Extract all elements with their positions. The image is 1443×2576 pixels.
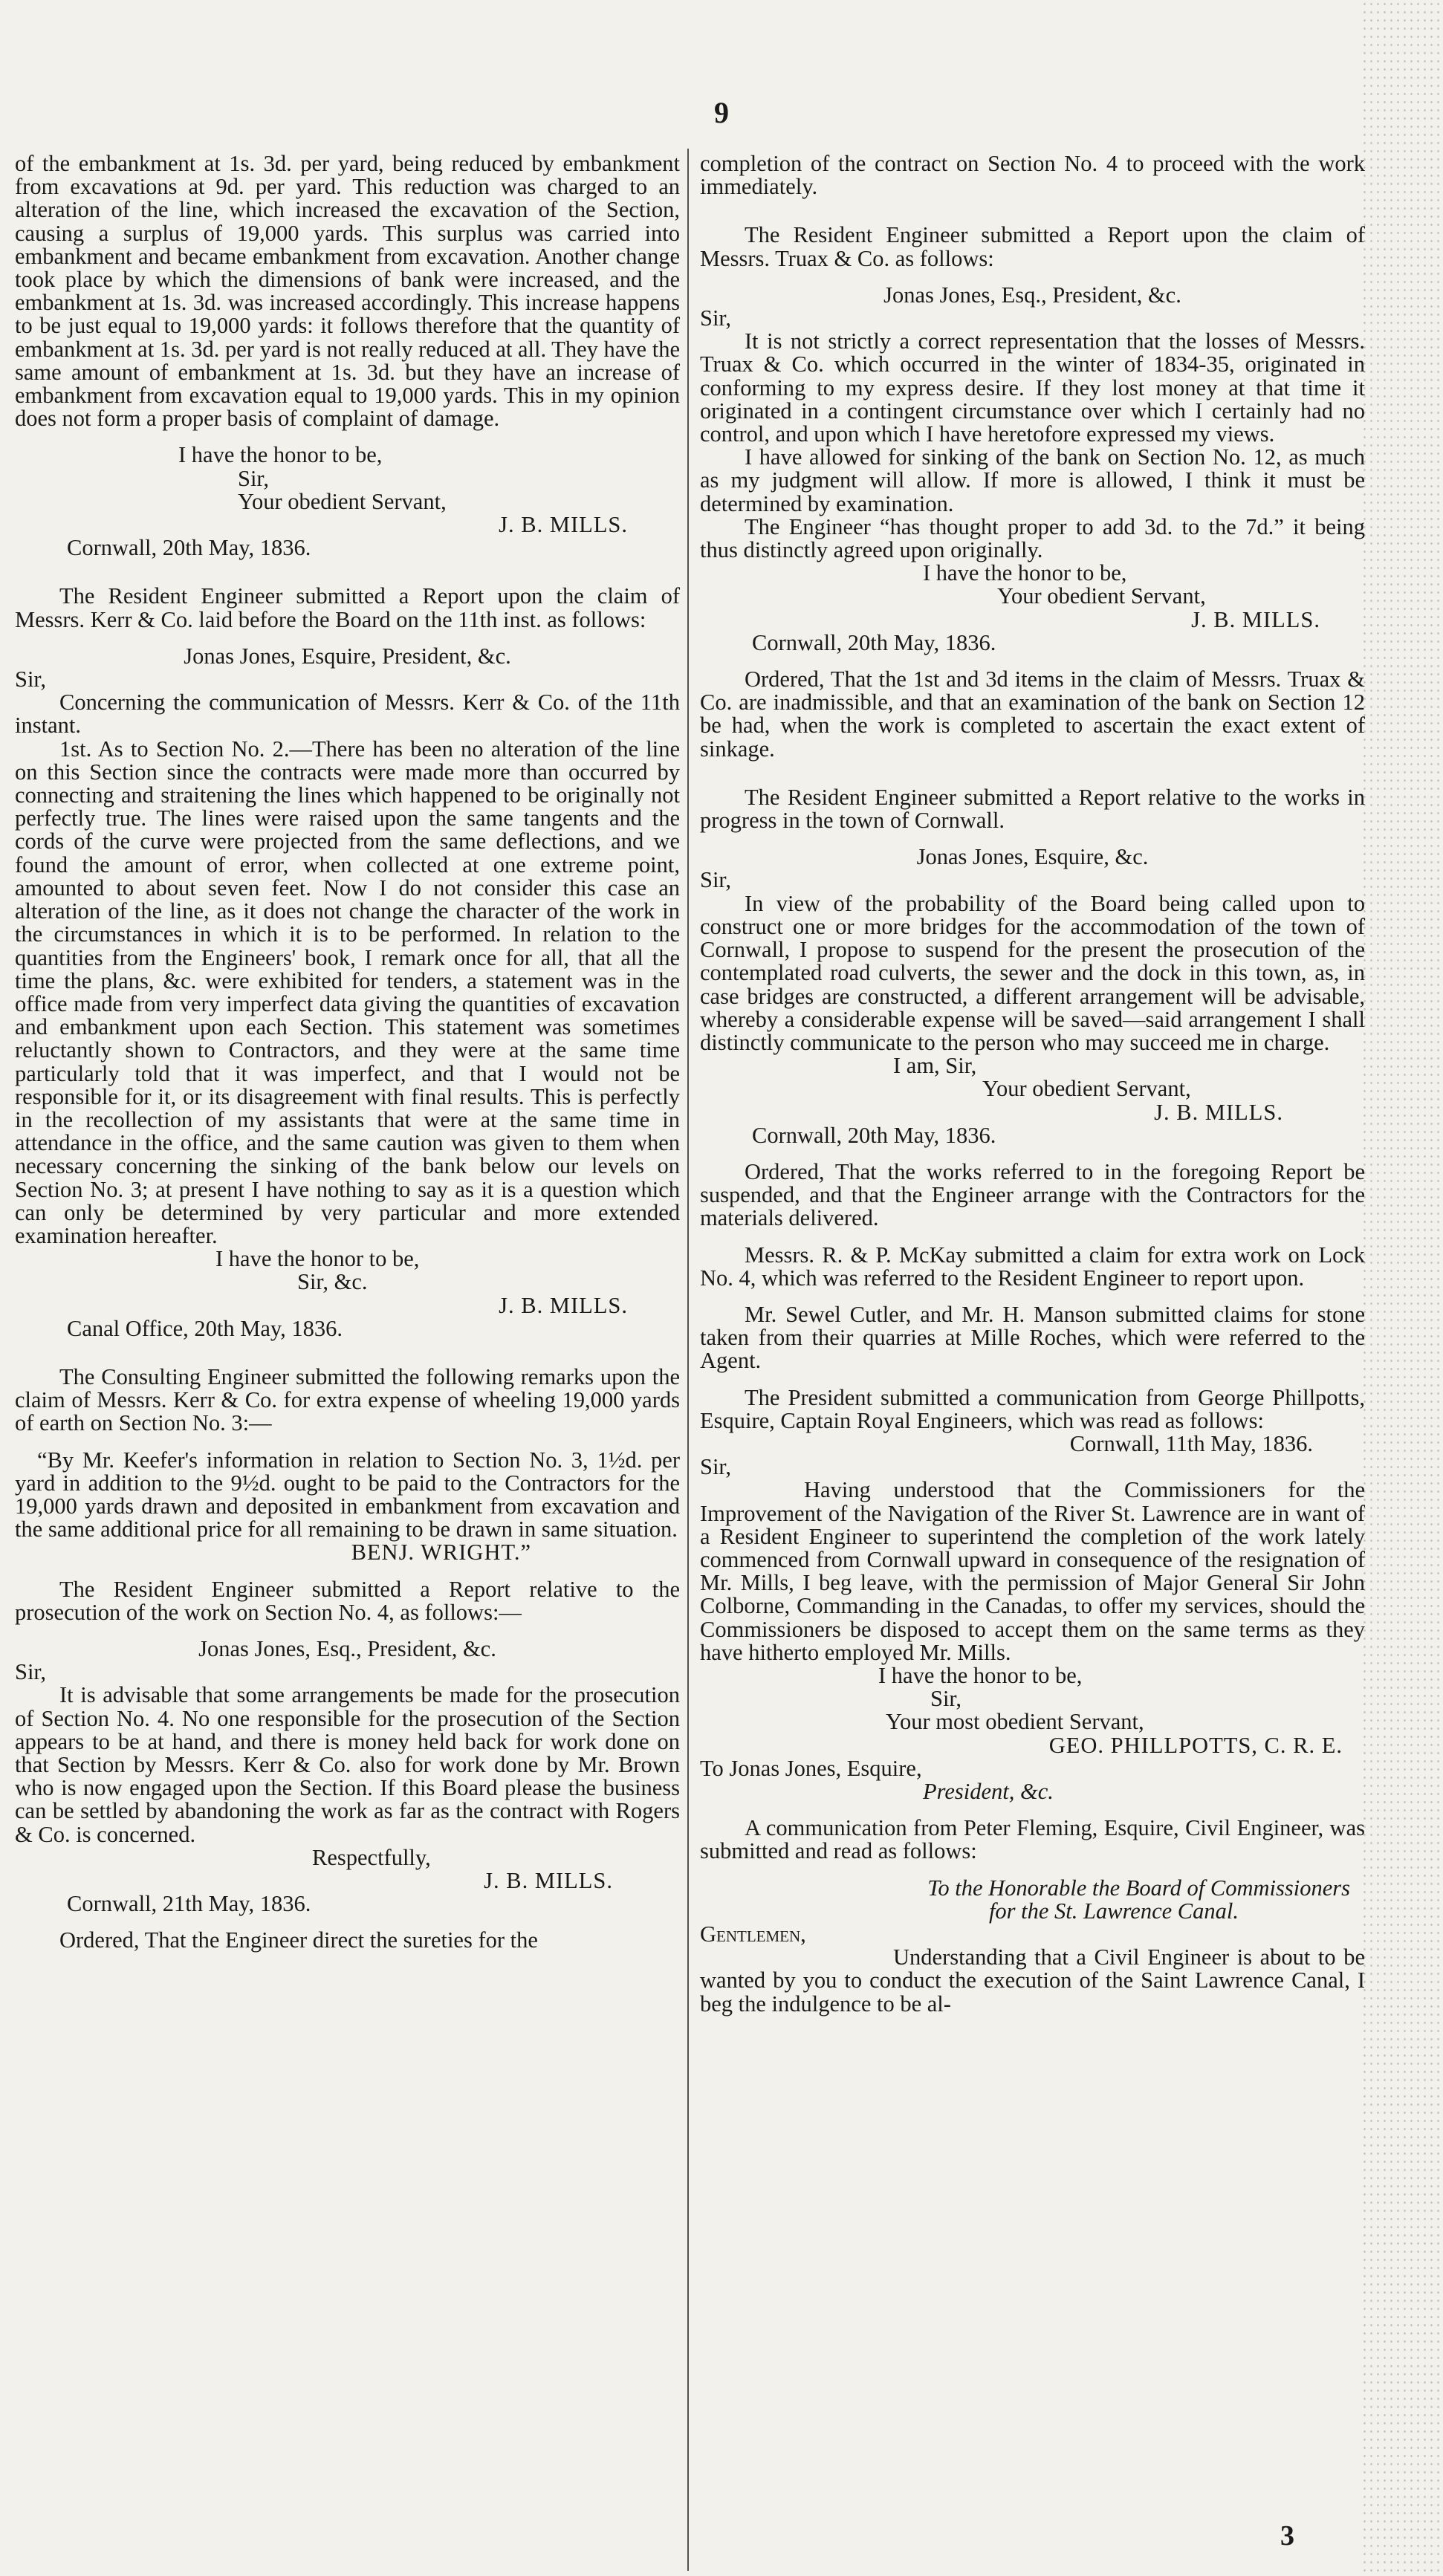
closing-servant: Your obedient Servant,	[997, 583, 1206, 609]
paragraph: Mr. Sewel Cutler, and Mr. H. Manson submitted claims for stone taken from their quarries at Mille Roches, which were referred to the Agent.	[700, 1301, 1365, 1374]
paragraph: Understanding that a Civil Engineer is about to be wanted by you to conduct the execution of the Saint Lawrence Canal, I beg the indulgence to be al-	[700, 1944, 1365, 2017]
signature-name: J. B. MILLS.	[499, 512, 628, 538]
paragraph: Messrs. R. & P. McKay submitted a claim for extra work on Lock No. 4, which was referred to the Resident Engineer to report upon.	[700, 1242, 1365, 1291]
paragraph: The Consulting Engineer submitted the following remarks upon the claim of Messrs. Kerr & Co. for extra expense of wheeling 19,000 yards of earth on Section No. 3:—	[15, 1363, 680, 1436]
closing-servant: Your obedient Servant,	[982, 1076, 1191, 1102]
paragraph: Ordered, That the works referred to in the foregoing Report be suspended, and that the Engineer arrange with the Contractors for the materials delivered.	[700, 1158, 1365, 1231]
signature-name: J. B. MILLS.	[1191, 606, 1320, 632]
address-line: Jonas Jones, Esq., President, &c.	[883, 282, 1181, 308]
closing-servant: Your obedient Servant,	[238, 488, 447, 514]
paragraph: I have allowed for sinking of the bank on Section No. 12, as much as my judgment will allow. If more is allowed, I think it must be determined by examination.	[700, 444, 1365, 516]
paragraph: The Resident Engineer submitted a Report upon the claim of Messrs. Kerr & Co. laid before the Board on the 11th inst. as follows:	[15, 583, 680, 632]
paragraph: Having understood that the Commissioners for the Improvement of the Navigation of the River St. Lawrence are in want of a Resident Engineer to superintend the completion of the work lately commenced from Cornwall upward in consequence of the resignation of Mr. Mills, I beg leave, with the permission of Major General Sir John Colborne, Commanding in the Canadas, to offer my services, should the Commissioners be disposed to accept them on the same terms as they have hitherto employed Mr. Mills.	[700, 1477, 1365, 1665]
paragraph: 1st. As to Section No. 2.—There has been no alteration of the line on this Section since the contracts were made more than occurred by connecting and straitening the lines which happened to be originally not perfectly true. The lines were raised upon the same tangents and the cords of the curve were projected from the same deflections, and we found the amount of error, when collected at one extreme point, amounted to about seven feet. Now I do not consider this case an alteration of the line, as it does not change the character of the work in the circumstances in which it is to be performed. In relation to the quantities from the Engineers' book, I remark once for all, that all the time the plans, &c. were exhibited for tenders, a statement was in the office made from very imperfect data giving the quantities of excavation and embankment upon each Section. This statement was sometimes reluctantly shown to Contractors, and they were at the same time particularly told that it was imperfect, and that I would not be responsible for it, or its disagreement with final results. This is perfectly in the recollection of my assistants that were at the same time in attendance in the office, and the same caution was given to them when necessary concerning the sinking of the bank below our levels on Section No. 3; at present I have nothing to say as it is a question which can only be determined by very particular and more extended examination hereafter.	[15, 736, 680, 1248]
address-line: Jonas Jones, Esquire, &c.	[916, 844, 1149, 870]
paragraph: A communication from Peter Fleming, Esquire, Civil Engineer, was submitted and read as follows:	[700, 1815, 1365, 1864]
page-number: 9	[714, 96, 729, 129]
address-line: for the St. Lawrence Canal.	[988, 1898, 1239, 1924]
address-line: To the Honorable the Board of Commissioners	[927, 1875, 1350, 1901]
salutation: Sir,	[15, 666, 46, 692]
recipient-title: President, &c.	[923, 1779, 1054, 1804]
signature-name: GEO. PHILLPOTTS, C. R. E.	[1048, 1732, 1343, 1758]
closing-sir: Sir,	[930, 1686, 962, 1712]
paragraph: The Resident Engineer submitted a Report relative to the works in progress in the town of Cornwall.	[700, 784, 1365, 834]
recipient-line: To Jonas Jones, Esquire,	[700, 1755, 922, 1781]
paragraph: Concerning the communication of Messrs. Kerr & Co. of the 11th instant.	[15, 690, 680, 739]
dateline: Cornwall, 20th May, 1836.	[752, 1122, 996, 1148]
paragraph: The Engineer “has thought proper to add 3d. to the 7d.” it being thus distinctly agreed upon originally.	[700, 513, 1365, 563]
salutation: Sir,	[700, 867, 731, 893]
closing-servant: Your most obedient Servant,	[886, 1709, 1144, 1735]
scan-noise-edge	[1361, 0, 1443, 2576]
dateline: Canal Office, 20th May, 1836.	[67, 1315, 343, 1341]
closing-line: I have the honor to be,	[178, 442, 383, 468]
closing-line: I have the honor to be,	[923, 560, 1127, 586]
left-column	[15, 152, 680, 1953]
closing-line: I have the honor to be,	[878, 1662, 1083, 1688]
closing-sir: Sir, &c.	[297, 1269, 368, 1295]
paragraph: The President submitted a communication from George Phillpotts, Esquire, Captain Royal Engineers, which was read as follows:	[700, 1384, 1365, 1433]
paragraph: The Resident Engineer submitted a Report relative to the prosecution of the work on Section No. 4, as follows:—	[15, 1576, 680, 1625]
paragraph: In view of the probability of the Board being called upon to construct one or more bridges for the accommodation of the town of Cornwall, I propose to suspend for the present the prosecution of the contemplated road culverts, the sewer and the dock in this town, as, in case bridges are constructed, a different arrangement will be advisable, whereby a considerable expense will be saved—said arrangement I shall distinctly communicate to the person who may succeed me in charge.	[700, 890, 1365, 1055]
salutation: Sir,	[700, 305, 731, 331]
paragraph: It is advisable that some arrangements be made for the prosecution of Section No. 4. No one responsible for the prosecution of the Section appears to be at hand, and there is money held back for work done on that Section by Messrs. Kerr & Co. also for work done by Mr. Brown who is now engaged upon the Section. If this Board please the business can be settled by abandoning the work as far as the contract with Rogers & Co. is concerned.	[15, 1682, 680, 1847]
quoted-paragraph: “By Mr. Keefer's information in relation to Section No. 3, 1½d. per yard in addition to the 9½d. ought to be paid to the Contractors for the 19,000 yards drawn and deposited in embankment from excavation and the same additional price for all remaining to be drawn in same situation.	[15, 1447, 680, 1542]
closing-line: I have the honor to be,	[215, 1246, 420, 1272]
dateline: Cornwall, 20th May, 1836.	[67, 535, 311, 561]
signature-name: J. B. MILLS.	[1154, 1099, 1283, 1125]
closing-line: I am, Sir,	[893, 1053, 977, 1079]
dateline: Cornwall, 20th May, 1836.	[752, 629, 996, 655]
closing-line: Respectfully,	[312, 1844, 431, 1870]
paragraph: Ordered, That the Engineer direct the sureties for the	[59, 1927, 538, 1953]
signature-mark: 3	[1280, 2520, 1294, 2551]
paragraph: The Resident Engineer submitted a Report upon the claim of Messrs. Truax & Co. as follows:	[700, 222, 1365, 271]
salutation: Gentlemen,	[700, 1921, 806, 1947]
column-divider	[687, 149, 689, 2571]
salutation: Sir,	[700, 1454, 731, 1480]
salutation: Sir,	[15, 1659, 46, 1685]
right-column	[700, 152, 1365, 2016]
closing-sir: Sir,	[238, 465, 269, 491]
dateline: Cornwall, 21th May, 1836.	[67, 1891, 311, 1917]
address-line: Jonas Jones, Esquire, President, &c.	[184, 643, 511, 669]
paragraph: completion of the contract on Section No. 4 to proceed with the work immediately.	[700, 151, 1365, 200]
dateline: Cornwall, 11th May, 1836.	[1069, 1430, 1313, 1456]
address-line: Jonas Jones, Esq., President, &c.	[198, 1635, 496, 1661]
signature-name: J. B. MILLS.	[499, 1292, 628, 1318]
signature-name: J. B. MILLS.	[484, 1868, 613, 1894]
paragraph: It is not strictly a correct representation that the losses of Messrs. Truax & Co. which occurred in the winter of 1834-35, originated in conforming to my express desire. If they lost money at that time it originated in a contingent circumstance over which I certainly had no control, and upon which I have heretofore expressed my views.	[700, 328, 1365, 447]
paragraph: of the embankment at 1s. 3d. per yard, being reduced by embankment from excavations at 9d. per yard. This reduction was charged to an alteration of the line, which increased the excavation of the Section, causing a surplus of 19,000 yards. This surplus was carried into embankment and became embankment from excavation. Another change took place by which the dimensions of bank were increased, and the embankment at 1s. 3d. was increased accordingly. This increase happens to be just equal to 19,000 yards: it follows therefore that the quantity of embankment at 1s. 3d. per yard is not really reduced at all. They have the same amount of embankment at 1s. 3d. but they have an increase of embankment from excavation equal to 19,000 yards. This in my opinion does not form a proper basis of complaint of damage.	[15, 151, 680, 432]
paragraph: Ordered, That the 1st and 3d items in the claim of Messrs. Truax & Co. are inadmissible, and that an examination of the bank on Section 12 be had, when the work is completed to ascertain the exact extent of sinkage.	[700, 666, 1365, 762]
signature-name: BENJ. WRIGHT.”	[351, 1540, 531, 1566]
